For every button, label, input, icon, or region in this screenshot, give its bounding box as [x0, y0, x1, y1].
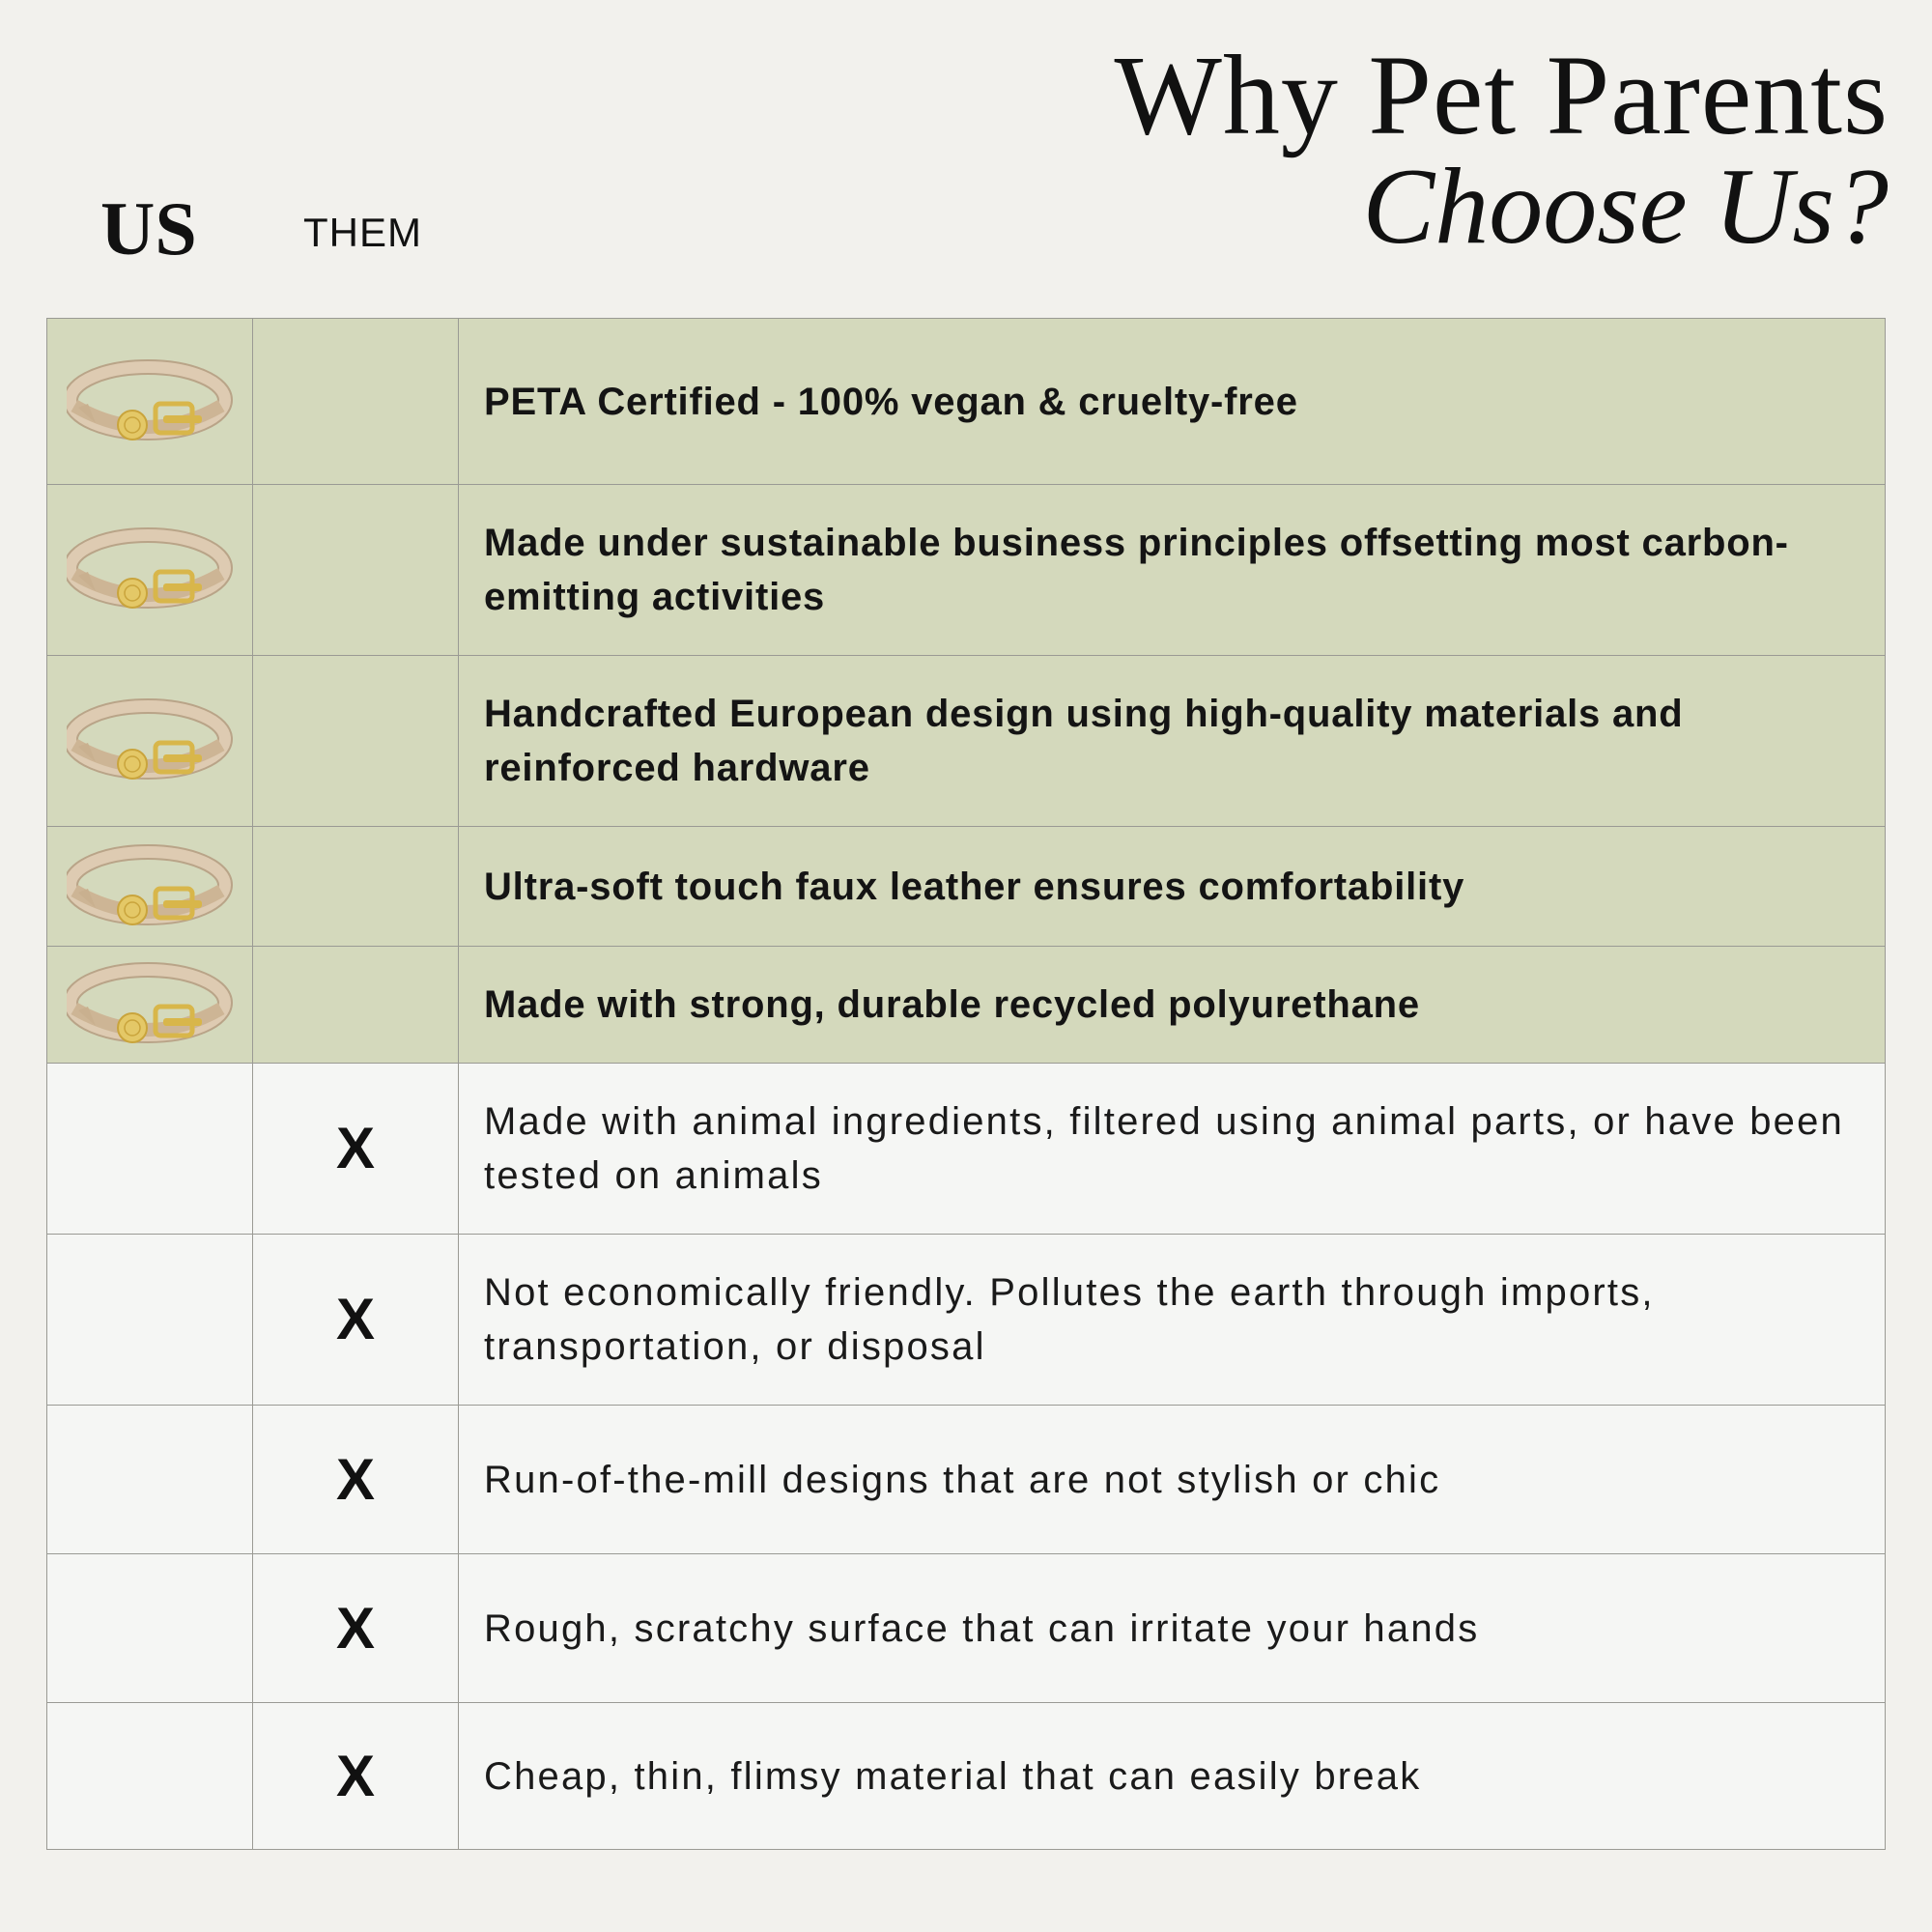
them-cell — [253, 827, 459, 946]
feature-cell — [459, 1554, 1885, 1702]
feature-text: PETA Certified - 100% vegan & cruelty-free — [484, 380, 1298, 423]
table-row-them — [47, 1702, 1885, 1849]
them-cell — [253, 1235, 459, 1405]
us-cell — [47, 319, 253, 484]
them-cell — [253, 485, 459, 655]
x-mark-icon: X — [335, 1446, 376, 1512]
feature-cell — [459, 319, 1885, 484]
us-cell — [47, 827, 253, 946]
feature-cell — [459, 827, 1885, 946]
us-cell — [47, 1554, 253, 1702]
collar-icon — [67, 840, 233, 933]
collar-icon — [67, 355, 233, 448]
collar-icon — [67, 695, 233, 787]
table-row-us — [47, 655, 1885, 826]
table-row-them — [47, 1234, 1885, 1405]
feature-cell — [459, 485, 1885, 655]
them-cell — [253, 947, 459, 1063]
us-cell — [47, 1064, 253, 1234]
collar-icon — [67, 958, 233, 1051]
us-cell — [47, 656, 253, 826]
feature-cell — [459, 656, 1885, 826]
column-header-them: THEM — [303, 210, 422, 255]
feature-text: Handcrafted European design using high-quality materials and reinforced hardware — [484, 693, 1684, 789]
them-cell — [253, 656, 459, 826]
them-cell — [253, 319, 459, 484]
us-cell — [47, 947, 253, 1063]
feature-text: Not economically friendly. Pollutes the earth through imports, transportation, or disposal — [484, 1271, 1655, 1368]
x-mark-icon: X — [335, 1595, 376, 1661]
table-row-them — [47, 1405, 1885, 1553]
us-cell — [47, 1406, 253, 1553]
x-mark-icon: X — [335, 1116, 376, 1180]
feature-cell — [459, 1064, 1885, 1234]
feature-text: Rough, scratchy surface that can irritate your hands — [484, 1606, 1480, 1650]
them-cell — [253, 1406, 459, 1553]
column-header-us: US — [100, 186, 197, 270]
title-line-1: Why Pet Parents — [1114, 32, 1889, 158]
table-row-us — [47, 826, 1885, 946]
title-line-2: Choose Us? — [1362, 147, 1889, 267]
feature-text: Cheap, thin, flimsy material that can easily break — [484, 1754, 1422, 1798]
collar-icon — [67, 524, 233, 616]
x-mark-icon: X — [335, 1287, 376, 1351]
feature-text: Made under sustainable business principles offsetting most carbon-emitting activities — [484, 522, 1789, 618]
us-cell — [47, 1703, 253, 1849]
feature-cell — [459, 1406, 1885, 1553]
feature-text: Made with animal ingredients, filtered using animal parts, or have been tested on animals — [484, 1100, 1844, 1197]
them-cell — [253, 1064, 459, 1234]
feature-text: Made with strong, durable recycled polyurethane — [484, 983, 1420, 1026]
table-row-them — [47, 1553, 1885, 1702]
table-row-them — [47, 1063, 1885, 1234]
feature-cell — [459, 1235, 1885, 1405]
feature-text: Run-of-the-mill designs that are not stylish or chic — [484, 1458, 1441, 1501]
table-row-us — [47, 946, 1885, 1063]
feature-cell — [459, 947, 1885, 1063]
comparison-table — [46, 318, 1886, 1850]
us-cell — [47, 485, 253, 655]
x-mark-icon: X — [335, 1743, 376, 1808]
feature-text: Ultra-soft touch faux leather ensures comfortability — [484, 865, 1465, 908]
us-cell — [47, 1235, 253, 1405]
page-title — [1114, 32, 1889, 267]
them-cell — [253, 1554, 459, 1702]
them-cell — [253, 1703, 459, 1849]
feature-cell — [459, 1703, 1885, 1849]
table-row-us — [47, 319, 1885, 484]
table-row-us — [47, 484, 1885, 655]
